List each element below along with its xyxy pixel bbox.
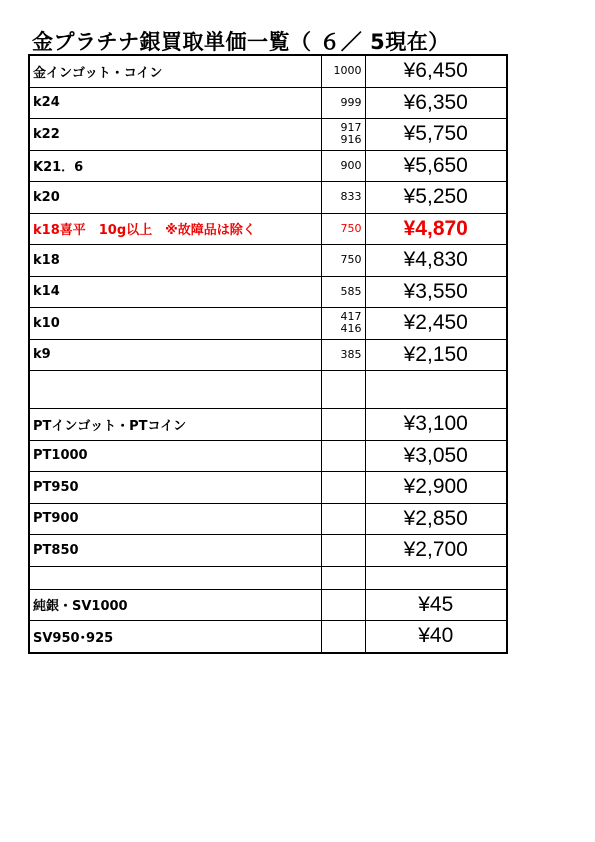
empty-cell — [321, 566, 365, 589]
price-cell: ¥5,250 — [365, 182, 507, 214]
metal-name: PT850 — [29, 535, 321, 567]
purity-cell — [321, 589, 365, 621]
table-row — [29, 276, 507, 308]
metal-name: 純銀・SV1000 — [29, 589, 321, 621]
empty-cell — [321, 371, 365, 409]
price-cell: ¥2,150 — [365, 339, 507, 371]
price-cell: ¥3,100 — [365, 409, 507, 441]
purity-cell — [321, 245, 365, 277]
metal-name: PT950 — [29, 472, 321, 504]
empty-cell — [29, 566, 321, 589]
purity-cell — [321, 119, 365, 151]
metal-name: k22 — [29, 119, 321, 151]
empty-cell — [29, 371, 321, 409]
table-row — [29, 503, 507, 535]
table-row — [29, 535, 507, 567]
metal-name: k24 — [29, 87, 321, 119]
table-row — [29, 182, 507, 214]
purity-cell — [321, 440, 365, 472]
purity-value: 999 — [340, 95, 362, 109]
purity-cell — [321, 55, 365, 87]
table-row — [29, 339, 507, 371]
price-cell: ¥4,830 — [365, 245, 507, 277]
metal-name: K21．6 — [29, 150, 321, 182]
page-title: 金プラチナ銀買取単価一覧（ ６／ 5現在） — [32, 30, 450, 54]
table-row — [29, 589, 507, 621]
purity-cell — [321, 308, 365, 340]
metal-name: 金インゴット・コイン — [29, 55, 321, 87]
table-row — [29, 245, 507, 277]
purity-value: 833 — [340, 190, 362, 204]
table-row — [29, 472, 507, 504]
purity-value: 750 — [340, 221, 362, 235]
price-cell: ¥6,450 — [365, 55, 507, 87]
price-cell: ¥45 — [365, 589, 507, 621]
purity-value: 750 — [340, 253, 362, 267]
table-row — [29, 440, 507, 472]
table-row — [29, 409, 507, 441]
price-cell: ¥2,450 — [365, 308, 507, 340]
purity-cell — [321, 213, 365, 245]
metal-name: k14 — [29, 276, 321, 308]
price-cell: ¥5,650 — [365, 150, 507, 182]
purity-cell — [321, 503, 365, 535]
purity-cell — [321, 535, 365, 567]
purity-cell — [321, 621, 365, 653]
metal-name: k20 — [29, 182, 321, 214]
purity-cell — [321, 339, 365, 371]
table-row — [29, 55, 507, 87]
purity-value: 385 — [340, 347, 362, 361]
price-table — [28, 54, 508, 654]
price-cell: ¥3,050 — [365, 440, 507, 472]
purity-value: 417 — [340, 310, 362, 324]
spacer-row — [29, 371, 507, 409]
price-cell: ¥5,750 — [365, 119, 507, 151]
empty-cell — [365, 566, 507, 589]
empty-cell — [365, 371, 507, 409]
price-cell: ¥40 — [365, 621, 507, 653]
metal-name: PTインゴット・PTコイン — [29, 409, 321, 441]
metal-name: PT1000 — [29, 440, 321, 472]
metal-name: PT900 — [29, 503, 321, 535]
table-row — [29, 308, 507, 340]
purity-cell — [321, 87, 365, 119]
metal-name: k18喜平 10g以上 ※故障品は除く — [29, 213, 321, 245]
metal-name: k10 — [29, 308, 321, 340]
purity-cell — [321, 182, 365, 214]
purity-value: 916 — [340, 133, 362, 147]
price-cell: ¥4,870 — [365, 213, 507, 245]
purity-value: 1000 — [333, 64, 362, 78]
table-row-highlight — [29, 213, 507, 245]
metal-name: k18 — [29, 245, 321, 277]
purity-cell — [321, 276, 365, 308]
price-cell: ¥3,550 — [365, 276, 507, 308]
purity-cell — [321, 409, 365, 441]
table-row — [29, 621, 507, 653]
purity-value: 585 — [340, 284, 362, 298]
price-cell: ¥2,700 — [365, 535, 507, 567]
table-row — [29, 87, 507, 119]
table-row — [29, 119, 507, 151]
price-cell: ¥2,900 — [365, 472, 507, 504]
metal-name: SV950･925 — [29, 621, 321, 653]
purity-value: 416 — [340, 322, 362, 336]
price-cell: ¥6,350 — [365, 87, 507, 119]
metal-name: k9 — [29, 339, 321, 371]
spacer-row — [29, 566, 507, 589]
purity-value: 917 — [340, 121, 362, 135]
purity-value: 900 — [340, 158, 362, 172]
purity-cell — [321, 150, 365, 182]
purity-cell — [321, 472, 365, 504]
price-cell: ¥2,850 — [365, 503, 507, 535]
table-row — [29, 150, 507, 182]
